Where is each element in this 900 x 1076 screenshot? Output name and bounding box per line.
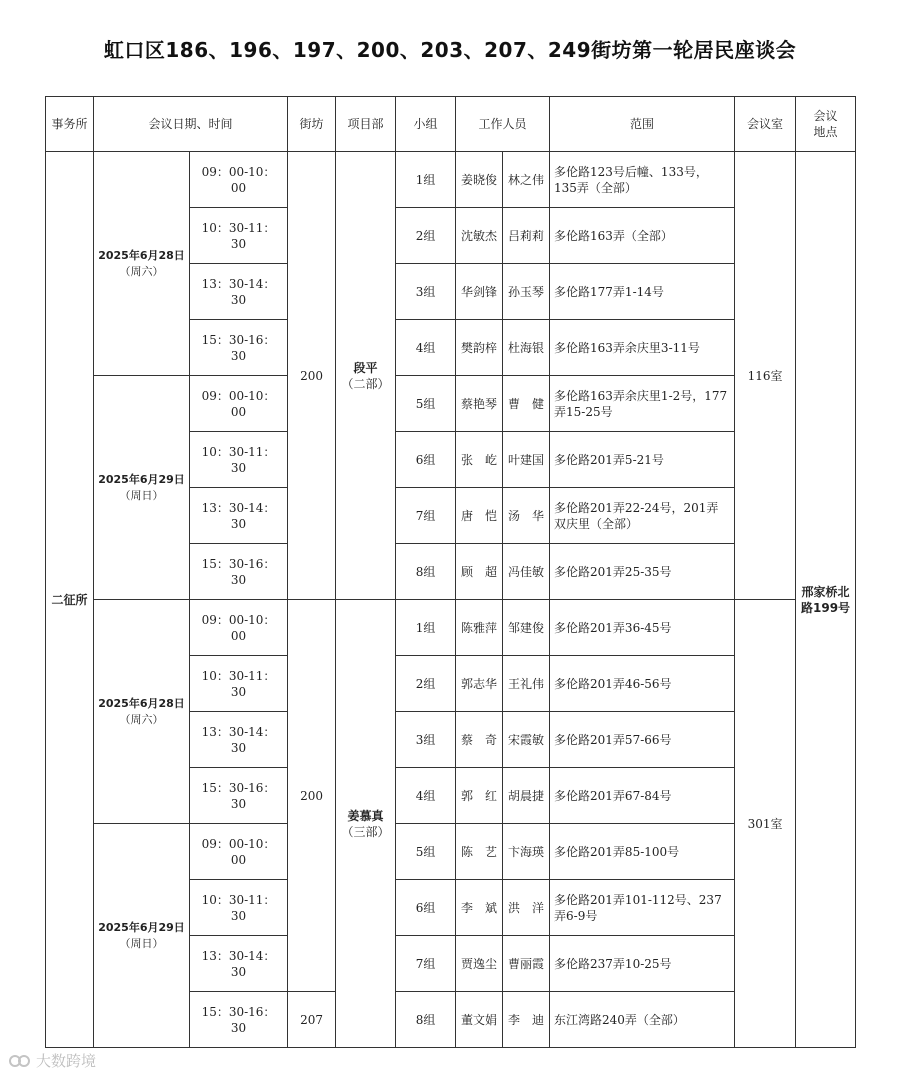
block-cell: 200 <box>288 152 336 600</box>
staff-cell: 胡晨捷 <box>503 768 550 824</box>
watermark-logo-icon <box>8 1053 32 1069</box>
header-staff: 工作人员 <box>456 97 550 152</box>
group-cell: 3组 <box>396 264 456 320</box>
range-cell: 多伦路201弄22-24号，201弄双庆里（全部） <box>550 488 735 544</box>
staff-cell: 汤 华 <box>503 488 550 544</box>
staff-cell: 樊韵梓 <box>456 320 503 376</box>
header-location <box>796 97 856 152</box>
staff-cell: 李 迪 <box>503 992 550 1048</box>
header-block: 街坊 <box>288 97 336 152</box>
block-cell: 207 <box>288 992 336 1048</box>
header-dept: 项目部 <box>336 97 396 152</box>
range-cell: 多伦路201弄36-45号 <box>550 600 735 656</box>
dept-cell <box>336 152 396 600</box>
table-row <box>46 824 856 880</box>
staff-cell: 邹建俊 <box>503 600 550 656</box>
group-cell: 5组 <box>396 824 456 880</box>
watermark-text: 大数跨境 <box>36 1052 97 1070</box>
range-cell: 多伦路123号后幢、133号，135弄（全部） <box>550 152 735 208</box>
staff-cell: 蔡艳琴 <box>456 376 503 432</box>
time-cell: 10：30-11：30 <box>190 656 288 712</box>
staff-cell: 李 斌 <box>456 880 503 936</box>
staff-cell: 杜海银 <box>503 320 550 376</box>
range-cell: 多伦路163弄余庆里3-11号 <box>550 320 735 376</box>
staff-cell: 姜晓俊 <box>456 152 503 208</box>
meeting-date: 2025年6月28日 <box>98 248 185 262</box>
dept-sub: （三部） <box>341 824 390 839</box>
range-cell: 多伦路201弄5-21号 <box>550 432 735 488</box>
group-cell: 7组 <box>396 488 456 544</box>
range-cell: 多伦路237弄10-25号 <box>550 936 735 992</box>
range-cell: 多伦路201弄85-100号 <box>550 824 735 880</box>
group-cell: 4组 <box>396 320 456 376</box>
range-cell: 多伦路201弄101-112号、237弄6-9号 <box>550 880 735 936</box>
meeting-date: 2025年6月28日 <box>98 696 185 710</box>
group-cell: 6组 <box>396 880 456 936</box>
time-cell: 09：00-10：00 <box>190 824 288 880</box>
staff-cell: 陈 艺 <box>456 824 503 880</box>
staff-cell: 曹 健 <box>503 376 550 432</box>
staff-cell: 华剑锋 <box>456 264 503 320</box>
range-cell: 多伦路201弄57-66号 <box>550 712 735 768</box>
staff-cell: 陈雅萍 <box>456 600 503 656</box>
staff-cell: 沈敏杰 <box>456 208 503 264</box>
group-cell: 8组 <box>396 992 456 1048</box>
meeting-date: 2025年6月29日 <box>98 472 185 486</box>
time-cell: 13：30-14：30 <box>190 936 288 992</box>
range-cell: 多伦路163弄余庆里1-2号，177弄15-25号 <box>550 376 735 432</box>
office-cell: 二征所 <box>46 152 94 1048</box>
range-cell: 多伦路163弄（全部） <box>550 208 735 264</box>
staff-cell: 冯佳敏 <box>503 544 550 600</box>
group-cell: 5组 <box>396 376 456 432</box>
table-row <box>46 376 856 432</box>
meeting-weekday: （周日） <box>119 488 164 502</box>
staff-cell: 叶建国 <box>503 432 550 488</box>
block-cell: 200 <box>288 600 336 992</box>
group-cell: 6组 <box>396 432 456 488</box>
meeting-date: 2025年6月29日 <box>98 920 185 934</box>
table-row <box>46 152 856 208</box>
header-row <box>46 97 856 152</box>
date-cell <box>94 376 190 600</box>
watermark <box>8 1050 96 1071</box>
staff-cell: 贾逸尘 <box>456 936 503 992</box>
time-cell: 10：30-11：30 <box>190 880 288 936</box>
staff-cell: 林之伟 <box>503 152 550 208</box>
date-cell <box>94 600 190 824</box>
time-cell: 13：30-14：30 <box>190 264 288 320</box>
header-group: 小组 <box>396 97 456 152</box>
time-cell: 10：30-11：30 <box>190 208 288 264</box>
time-cell: 09：00-10：00 <box>190 376 288 432</box>
header-datetime: 会议日期、时间 <box>94 97 288 152</box>
page-title: 虹口区186、196、197、200、203、207、249街坊第一轮居民座谈会 <box>103 38 797 62</box>
dept-name: 段平 <box>353 360 378 375</box>
header-location-line1: 会议 <box>813 109 838 123</box>
time-cell: 13：30-14：30 <box>190 488 288 544</box>
time-cell: 15：30-16：30 <box>190 544 288 600</box>
time-cell: 13：30-14：30 <box>190 712 288 768</box>
staff-cell: 顾 超 <box>456 544 503 600</box>
range-cell: 多伦路201弄67-84号 <box>550 768 735 824</box>
group-cell: 7组 <box>396 936 456 992</box>
date-cell <box>94 152 190 376</box>
staff-cell: 唐 恺 <box>456 488 503 544</box>
group-cell: 3组 <box>396 712 456 768</box>
time-cell: 15：30-16：30 <box>190 320 288 376</box>
table-row <box>46 600 856 656</box>
header-location-line2: 地点 <box>813 125 838 139</box>
staff-cell: 宋霞敏 <box>503 712 550 768</box>
header-office: 事务所 <box>46 97 94 152</box>
time-cell: 09：00-10：00 <box>190 152 288 208</box>
group-cell: 1组 <box>396 600 456 656</box>
time-cell: 10：30-11：30 <box>190 432 288 488</box>
staff-cell: 郭 红 <box>456 768 503 824</box>
header-room: 会议室 <box>735 97 796 152</box>
staff-cell: 曹丽霞 <box>503 936 550 992</box>
group-cell: 8组 <box>396 544 456 600</box>
dept-name: 姜慕真 <box>347 808 384 823</box>
staff-cell: 张 屹 <box>456 432 503 488</box>
location-cell: 邢家桥北路199号 <box>796 152 856 1048</box>
header-range: 范围 <box>550 97 735 152</box>
staff-cell: 蔡 奇 <box>456 712 503 768</box>
staff-cell: 吕莉莉 <box>503 208 550 264</box>
staff-cell: 王礼伟 <box>503 656 550 712</box>
staff-cell: 卞海瑛 <box>503 824 550 880</box>
staff-cell: 孙玉琴 <box>503 264 550 320</box>
staff-cell: 董文娟 <box>456 992 503 1048</box>
staff-cell: 郭志华 <box>456 656 503 712</box>
room-cell: 116室 <box>735 152 796 600</box>
range-cell: 多伦路201弄25-35号 <box>550 544 735 600</box>
group-cell: 2组 <box>396 208 456 264</box>
range-cell: 东江湾路240弄（全部） <box>550 992 735 1048</box>
schedule-table <box>45 96 856 1048</box>
dept-sub: （二部） <box>341 376 390 391</box>
staff-cell: 洪 洋 <box>503 880 550 936</box>
room-cell: 301室 <box>735 600 796 1048</box>
time-cell: 15：30-16：30 <box>190 768 288 824</box>
meeting-weekday: （周六） <box>119 712 164 726</box>
range-cell: 多伦路201弄46-56号 <box>550 656 735 712</box>
schedule-body <box>46 152 856 1048</box>
date-cell <box>94 824 190 1048</box>
meeting-weekday: （周六） <box>119 264 164 278</box>
meeting-weekday: （周日） <box>119 936 164 950</box>
group-cell: 2组 <box>396 656 456 712</box>
time-cell: 09：00-10：00 <box>190 600 288 656</box>
range-cell: 多伦路177弄1-14号 <box>550 264 735 320</box>
group-cell: 4组 <box>396 768 456 824</box>
time-cell: 15：30-16：30 <box>190 992 288 1048</box>
dept-cell <box>336 600 396 1048</box>
group-cell: 1组 <box>396 152 456 208</box>
